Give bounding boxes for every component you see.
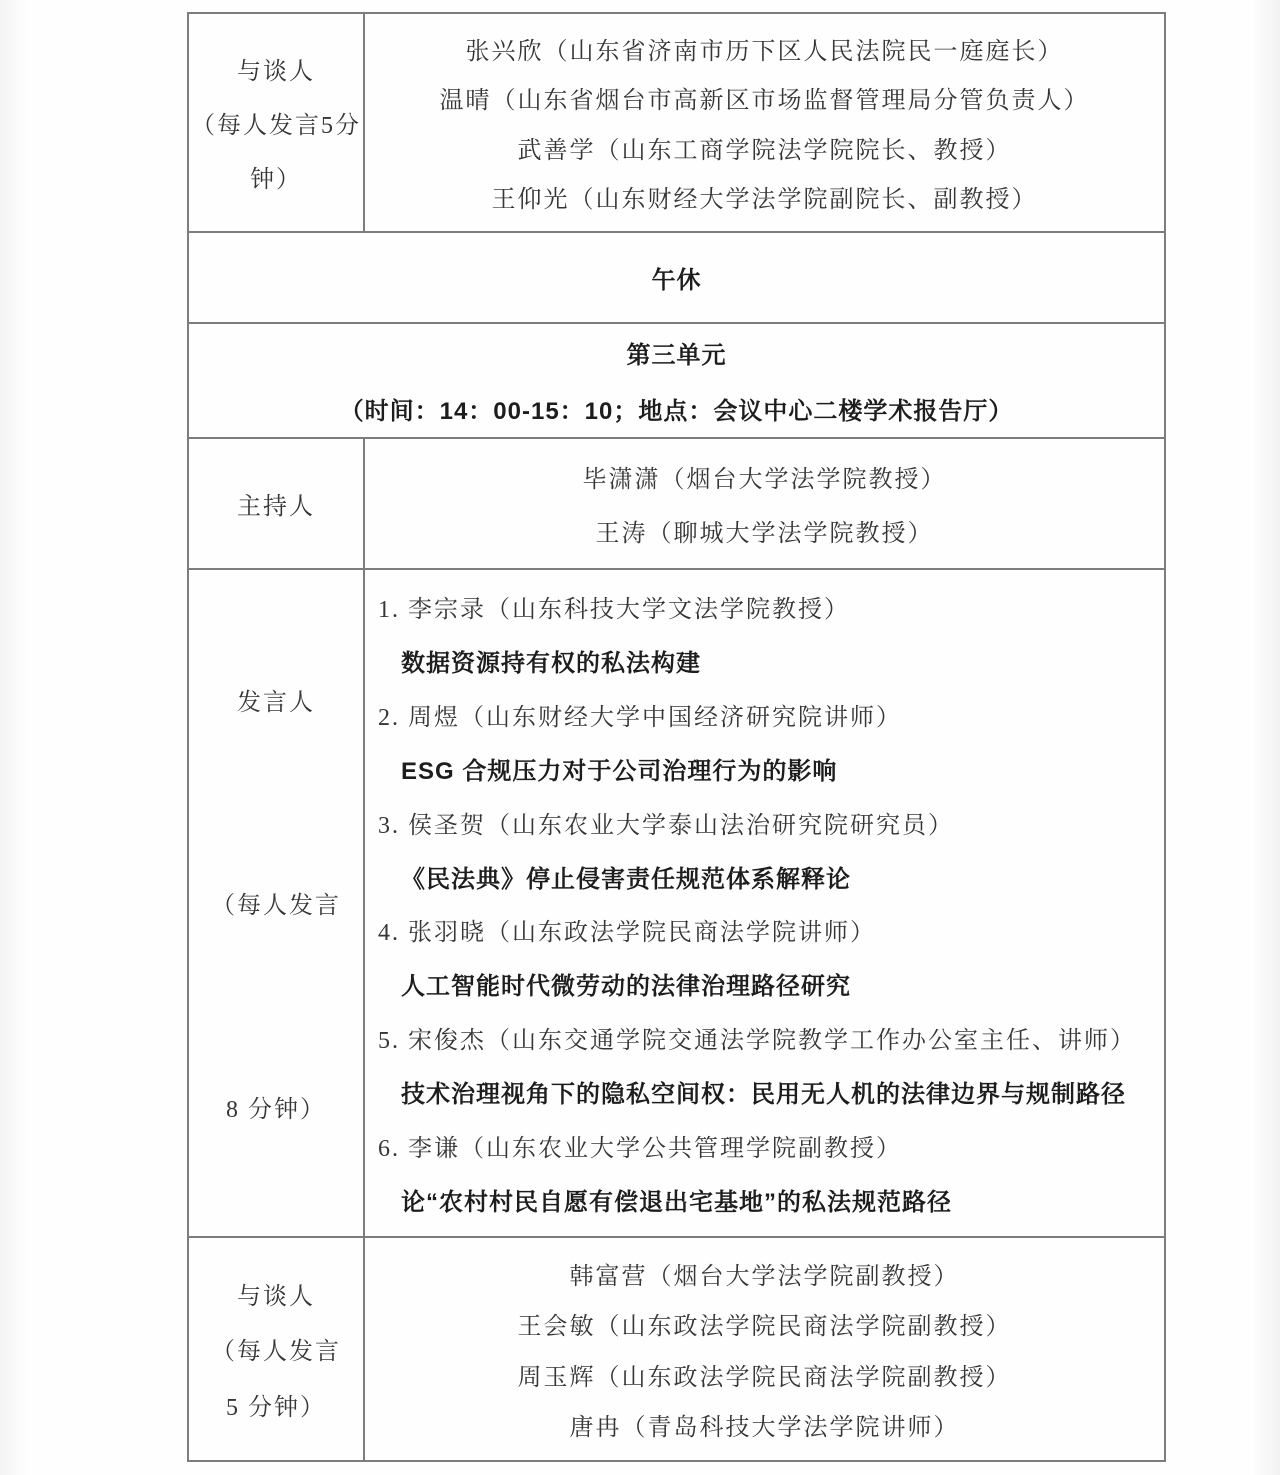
session-time-location: （时间：14：00-15：10；地点：会议中心二楼学术报告厅） [339,398,1014,426]
row-session-header [189,324,1164,439]
presenter-line: 1. 李宗录（山东科技大学文法学院教授） [378,597,850,624]
role-label-note-2: 钟） [250,166,302,193]
paper-title-line: 技术治理视角下的隐私空间权：民用无人机的法律边界与规制路径 [401,1080,1126,1108]
lunch-break-cell [189,233,1164,322]
label-cell-moderators [189,439,365,568]
session-title: 第三单元 [626,341,727,369]
role-label-note-1: （每人发言5分 [191,112,361,139]
presenter-line: 6. 李谦（山东农业大学公共管理学院副教授） [378,1135,902,1162]
content-cell-presenters [365,570,1164,1236]
row-moderators [189,439,1164,570]
discussant-line: 武善学（山东工商学院法学院院长、教授） [517,137,1012,164]
moderator-line: 毕潇潇（烟台大学法学院教授） [582,466,947,493]
agenda-table [187,12,1166,1462]
role-label: 与谈人 [237,59,315,86]
row-lunch-break [189,233,1164,324]
moderator-line: 王涛（聊城大学法学院教授） [595,521,934,548]
presenter-line: 4. 张羽晓（山东政法学院民商法学院讲师） [378,920,876,947]
role-label-note-1: （每人发言 [211,893,341,920]
content-cell-discussants-afternoon [365,1238,1164,1460]
row-discussants-afternoon [189,1238,1164,1460]
discussant-line: 唐冉（青岛科技大学法学院讲师） [569,1415,960,1442]
discussant-line: 王会敏（山东政法学院民商法学院副教授） [517,1314,1012,1341]
role-label: 发言人 [237,690,315,717]
discussant-line: 张兴欣（山东省济南市历下区人民法院民一庭庭长） [465,39,1064,66]
paper-title-line: 人工智能时代微劳动的法律治理路径研究 [401,973,851,1001]
discussant-line: 韩富营（烟台大学法学院副教授） [569,1263,960,1290]
label-cell-discussants-afternoon [189,1238,365,1460]
presenter-line: 2. 周煜（山东财经大学中国经济研究院讲师） [378,705,902,732]
paper-title-line: 《民法典》停止侵害责任规范体系解释论 [401,865,851,893]
presenter-line: 3. 侯圣贺（山东农业大学泰山法治研究院研究员） [378,812,954,839]
row-discussants-morning [189,14,1164,233]
discussant-line: 周玉辉（山东政法学院民商法学院副教授） [517,1364,1012,1391]
paper-title-line: 数据资源持有权的私法构建 [401,650,701,678]
role-label-note-1: （每人发言 [211,1339,341,1366]
session-header-cell [189,324,1164,437]
paper-title-line: ESG 合规压力对于公司治理行为的影响 [401,757,838,785]
role-label-note-2: 5 分钟） [226,1394,326,1421]
role-label: 主持人 [237,494,315,520]
row-presenters [189,570,1164,1238]
paper-title-line: 论“农村村民自愿有偿退出宅基地”的私法规范路径 [401,1188,952,1216]
content-cell-discussants-morning [365,14,1164,231]
content-cell-moderators [365,439,1164,568]
discussant-line: 王仰光（山东财经大学法学院副院长、副教授） [491,186,1038,213]
label-cell-presenters [189,570,365,1236]
discussant-line: 温晴（山东省烟台市高新区市场监督管理局分管负责人） [439,88,1090,115]
role-label-note-2: 8 分钟） [226,1096,326,1123]
role-label: 与谈人 [237,1284,315,1311]
lunch-break-label: 午休 [651,267,702,294]
label-cell-discussants-morning [189,14,365,231]
presenter-line: 5. 宋俊杰（山东交通学院交通法学院教学工作办公室主任、讲师） [378,1028,1136,1055]
